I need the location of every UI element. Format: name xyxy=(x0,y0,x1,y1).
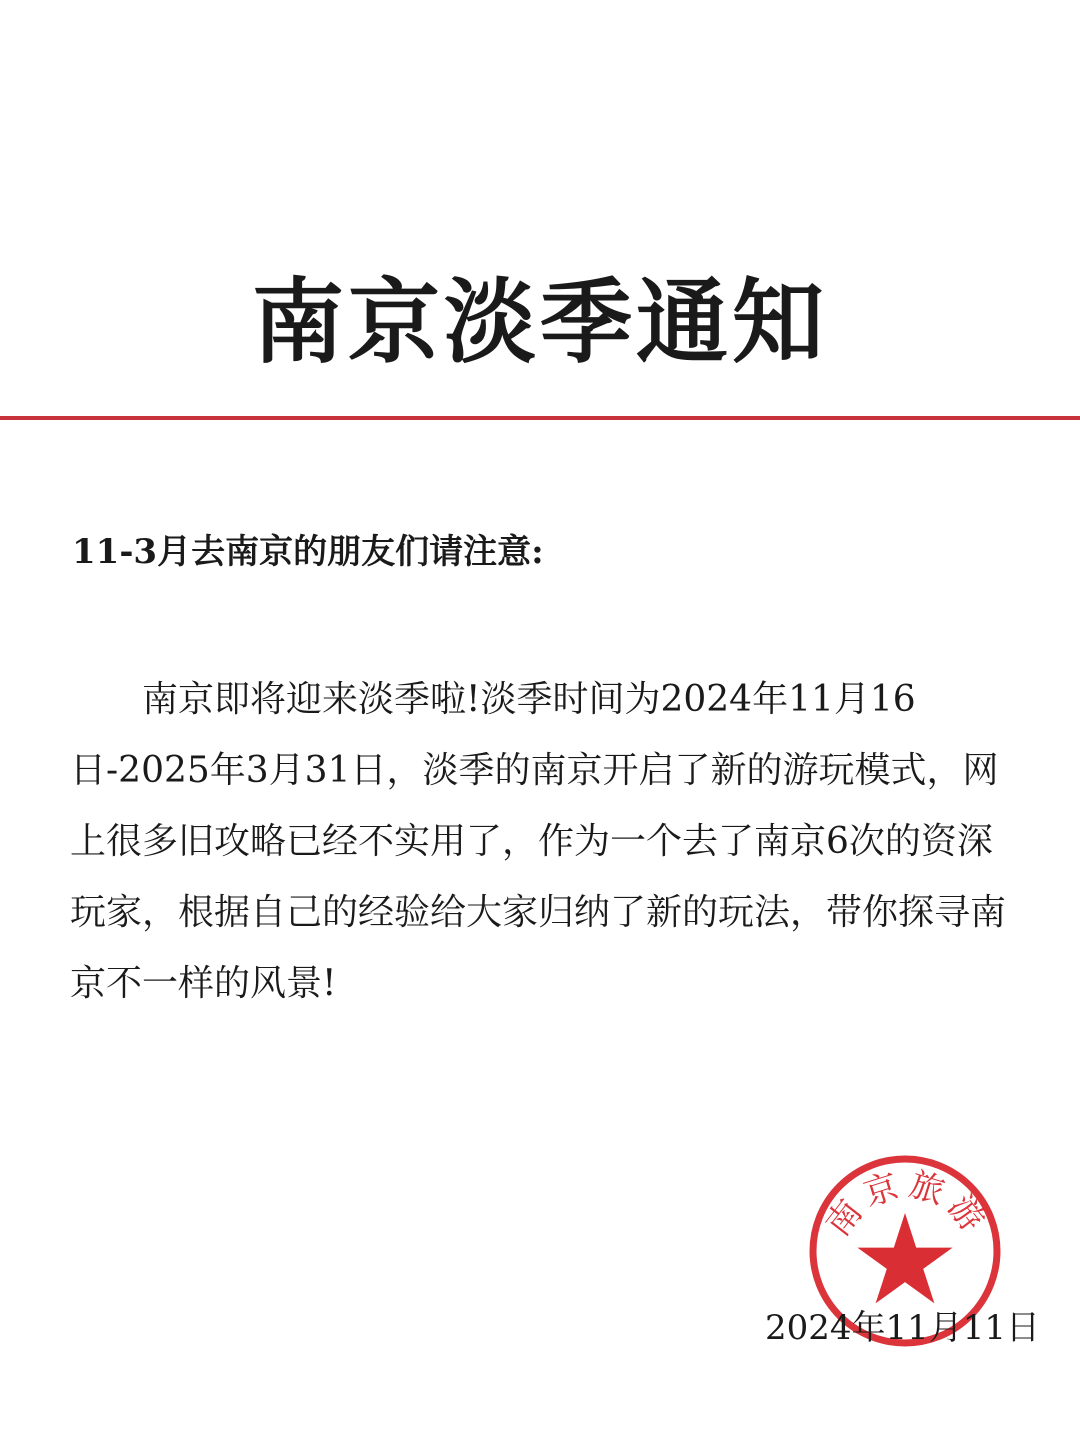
page-title: 南京淡季通知 xyxy=(251,268,828,376)
seal-star-icon xyxy=(857,1213,952,1303)
subheading: 11-3月去南京的朋友们请注意: xyxy=(72,532,544,572)
body-paragraph: 南京即将迎来淡季啦!淡季时间为2024年11月16日-2025年3月31日，淡季的南京开启了新的游玩模式，网上很多旧攻略已经不实用了，作为一个去了南京6次的资深玩家，根据自己的经验给大家归纳了新的玩法，带你探寻南京不一样的风景! xyxy=(70,679,1007,1004)
title-divider xyxy=(0,416,1080,420)
seal-text: 南京旅游 xyxy=(818,1164,996,1244)
notice-date: 2024年11月11日 xyxy=(764,1308,1040,1348)
